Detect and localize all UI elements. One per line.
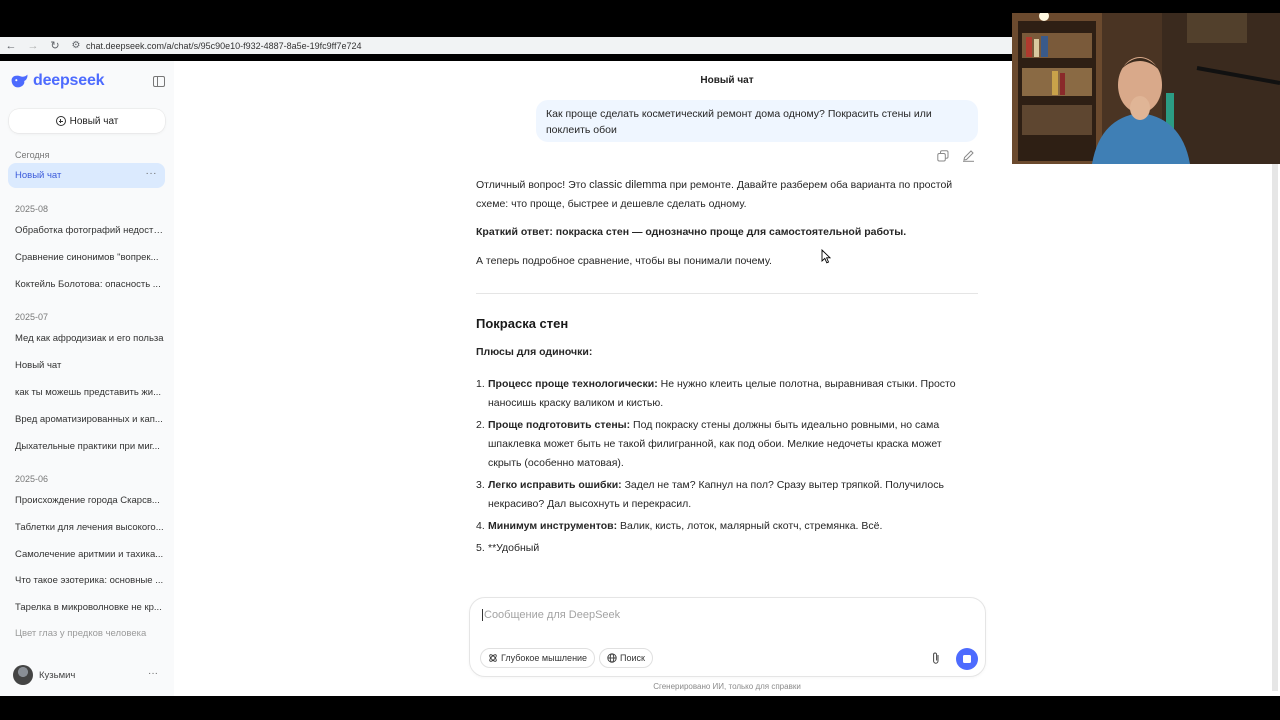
sidebar-item[interactable]: Цвет глаз у предков человека	[15, 628, 147, 639]
list-item-bold: Процесс проще технологически:	[488, 378, 658, 390]
message-composer[interactable]	[469, 597, 986, 677]
list-item-text: Задел не там? Капнул на пол? Сразу вытер тряпкой. Получилось некрасиво? Дал высохнуть и перекрасил.	[488, 479, 944, 510]
sidebar-item[interactable]: Коктейль Болотова: опасность ...	[15, 279, 161, 290]
sidebar-item[interactable]: Дыхательные практики при миг...	[15, 441, 160, 452]
list-item-text: Валик, кисть, лоток, малярный скотч, стремянка. Всё.	[617, 520, 883, 532]
list-item	[476, 476, 978, 514]
pros-list	[476, 375, 978, 561]
group-label-2025-08: 2025-08	[15, 204, 49, 214]
list-item	[476, 416, 978, 473]
message-input[interactable]: Сообщение для DeepSeek	[484, 609, 621, 621]
brand-name: deepseek	[33, 72, 105, 89]
sidebar-item[interactable]: Самолечение аритмии и тахика...	[15, 549, 164, 560]
answer-intro-latin: classic dilemma	[589, 179, 667, 191]
sidebar-toggle-icon[interactable]	[153, 76, 165, 87]
list-item-text: Под покраску стены должны быть идеально ровными, но сама шпаклевка может быть не такой филигранной, как под обои. Мелкие недочеты краска может скрыть (особенно матовая).	[488, 419, 942, 469]
sidebar-item[interactable]: Новый чат	[15, 360, 62, 371]
sidebar-item[interactable]: Что такое эзотерика: основные ...	[15, 575, 164, 586]
answer-intro-text-end: при ремонте. Давайте разберем оба варианта по простой схеме: что проще, быстрее и дешевле сделать одному.	[476, 179, 953, 210]
answer-lead: А теперь подробное сравнение, чтобы вы понимали почему.	[476, 255, 772, 267]
sidebar-item[interactable]: как ты можешь представить жи...	[15, 387, 162, 398]
deepseek-logo[interactable]	[10, 72, 104, 90]
answer-intro-text: Отличный вопрос! Это	[476, 179, 590, 191]
deep-think-label: Глубокое мышление	[501, 653, 588, 663]
list-item	[476, 517, 978, 536]
section-title: Покраска стен	[476, 316, 569, 331]
browser-toolbar	[0, 37, 1012, 54]
sidebar-item[interactable]: Мед как афродизиак и его польза	[15, 333, 164, 344]
webcam-video	[1012, 13, 1280, 164]
url-field[interactable]: chat.deepseek.com/a/chat/s/95c90e10-f932-4887-8a5e-19fc9ff7e724	[86, 40, 362, 51]
sidebar-item[interactable]: Обработка фотографий недосту...	[15, 225, 165, 236]
deep-think-toggle[interactable]	[480, 648, 595, 668]
sidebar	[0, 61, 174, 696]
new-chat-label: Новый чат	[69, 115, 119, 127]
list-number: 4.	[476, 520, 485, 532]
short-answer: Краткий ответ: покраска стен — однозначно проще для самостоятельной работы.	[476, 226, 907, 238]
list-number: 1.	[476, 378, 485, 390]
stop-button[interactable]	[956, 648, 978, 670]
new-chat-button[interactable]	[9, 109, 165, 133]
search-label: Поиск	[620, 653, 645, 663]
user-more-icon[interactable]: ···	[148, 668, 158, 679]
copy-icon[interactable]	[937, 150, 949, 162]
sidebar-item-label: Новый чат	[15, 170, 62, 181]
user-profile[interactable]	[13, 665, 163, 685]
webcam-overlay	[1012, 13, 1280, 164]
forward-icon[interactable]: →	[27, 39, 39, 52]
more-options-icon[interactable]: ···	[145, 168, 157, 179]
sidebar-item[interactable]: Вред ароматизированных и кап...	[15, 414, 163, 425]
list-item	[476, 539, 978, 558]
list-item-bold: Легко исправить ошибки:	[488, 479, 622, 491]
list-number: 2.	[476, 419, 485, 431]
list-number: 3.	[476, 479, 485, 491]
list-item-bold: Проще подготовить стены:	[488, 419, 631, 431]
user-name: Кузьмич	[39, 669, 76, 681]
back-icon[interactable]: ←	[5, 39, 17, 52]
atom-icon	[488, 653, 498, 663]
scrollbar[interactable]	[1272, 103, 1278, 691]
list-item	[476, 375, 978, 413]
group-label-today: Сегодня	[15, 150, 50, 160]
sidebar-item[interactable]: Сравнение синонимов "вопрек...	[15, 252, 159, 263]
list-number: 5.	[476, 542, 485, 554]
sidebar-item[interactable]: Тарелка в микроволновке не кр...	[15, 602, 162, 613]
answer-intro	[476, 176, 978, 214]
edit-icon[interactable]	[962, 149, 975, 162]
group-label-2025-06: 2025-06	[15, 474, 49, 484]
globe-icon	[607, 653, 617, 663]
paperclip-icon[interactable]	[930, 651, 942, 665]
avatar	[13, 665, 33, 685]
divider	[476, 293, 978, 294]
chat-title: Новый чат	[700, 75, 754, 86]
list-item-bold: Минимум инструментов:	[488, 520, 618, 532]
whale-logo-icon	[10, 73, 29, 89]
list-item-text: **Удобный	[488, 542, 540, 554]
ai-disclaimer: Сгенерировано ИИ, только для справки	[653, 682, 801, 691]
plus-circle-icon	[56, 116, 66, 126]
site-info-icon[interactable]: ⚙	[71, 40, 81, 51]
search-toggle[interactable]	[599, 648, 653, 668]
user-message: Как проще сделать косметический ремонт дома одному? Покрасить стены или поклеить обои	[536, 100, 978, 142]
pros-title: Плюсы для одиночки:	[476, 346, 593, 358]
mouse-cursor-icon	[821, 249, 831, 264]
reload-icon[interactable]: ↻	[50, 40, 60, 52]
sidebar-item[interactable]: Происхождение города Скарсв...	[15, 495, 160, 506]
sidebar-item[interactable]: Таблетки для лечения высокого...	[15, 522, 164, 533]
group-label-2025-07: 2025-07	[15, 312, 49, 322]
list-item-text: Не нужно клеить целые полотна, выравнивая стыки. Просто наносишь краску валиком и кистью.	[488, 378, 956, 409]
sidebar-item-active[interactable]	[8, 163, 165, 188]
